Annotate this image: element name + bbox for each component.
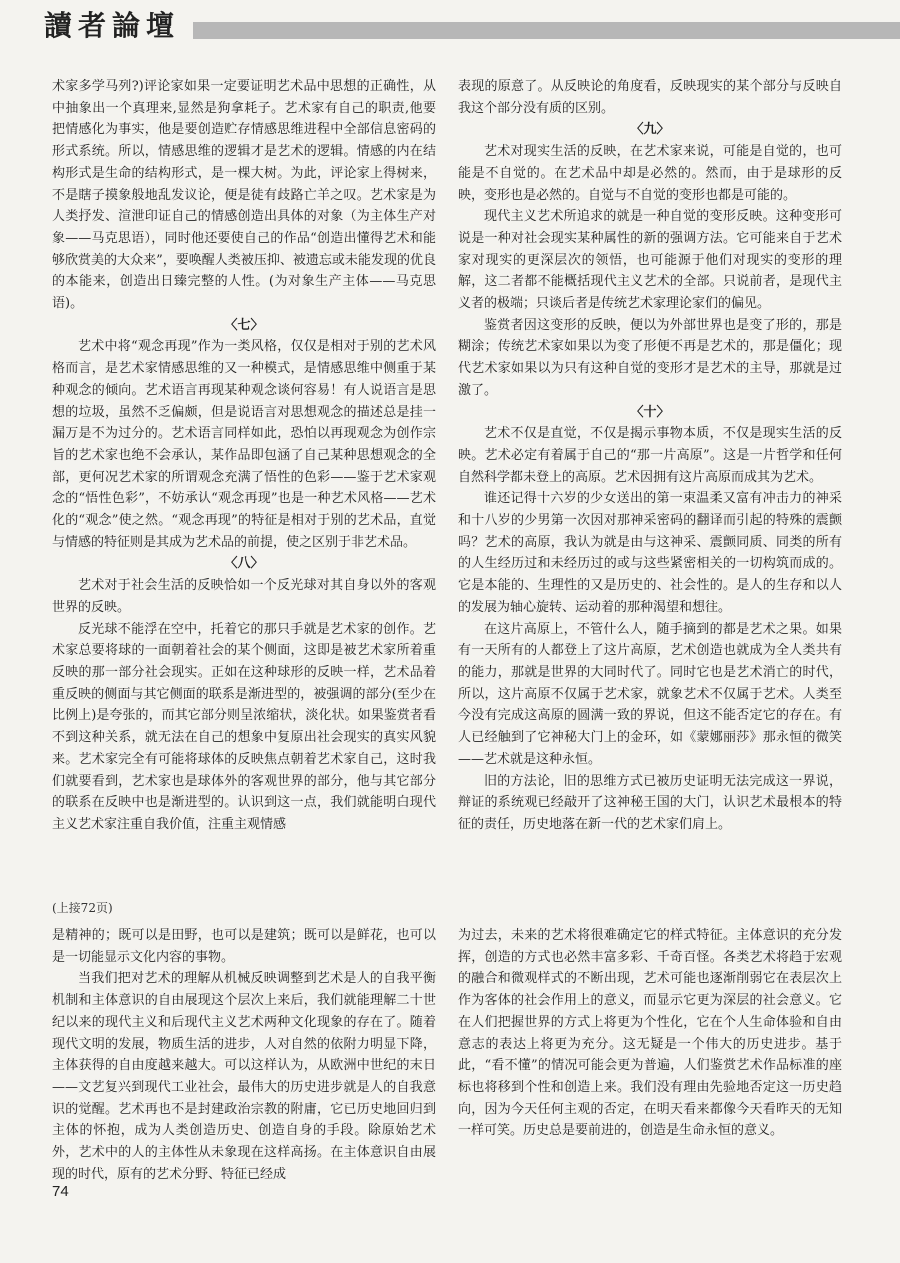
paragraph: 当我们把对艺术的理解从机械反映调整到艺术是人的自我平衡机制和主体意识的自由展现这个层次上来后，我们就能理解二十世纪以来的现代主义和后现代主义艺术两种文化现象的存在了。随着现代文明的发展，物质生活的进步，人对自然的依附力明显下降，主体获得的自由度越来越大。可以这样认为，从欧洲中世纪的末日——文艺复兴到现代工业社会，最伟大的历史进步就是人的自我意识的觉醒。艺术再也不是封建政治宗教的附庸，它已历史地回归到主体的怀抱，成为人类创造历史、创造自身的手段。除原始艺术外，艺术中的人的主体性从未象现在这样高扬。在主体意识自由展现的时代，原有的艺术分野、特征已经成 [52, 971, 436, 1182]
left-column-bottom [52, 925, 436, 1185]
paragraph: 艺术对于社会生活的反映恰如一个反光球对其自身以外的客观世界的反映。 [52, 578, 436, 615]
section-number: 〈十〉 [630, 404, 670, 420]
paragraph: 术家多学马列?)评论家如果一定要证明艺术品中思想的正确性，从中抽象出一个真理来,显然是狗拿耗子。艺术家有自己的职责,他要把情感化为事实，他是要创造贮存情感思维进程中全部信息密码的形式系统。所以，情感思维的逻辑才是艺术的逻辑。情感的内在结构形式是生命的结构形式，是一棵大树。为此，评论家上得树来，不是瞎子摸象般地乱发议论，便是徒有歧路亡羊之叹。艺术家是为人类抒发、渲泄印证自己的情感创造出具体的对象（为主体生产对象——马克思语），同时他还要使自己的作品“创造出懂得艺术和能够欣赏美的大众来”，要唤醒人类被压抑、被遗忘或未能发现的优良的本能来，创造出日臻完整的人性。(为对象生产主体——马克思语)。 [52, 79, 436, 312]
paragraph: 旧的方法论，旧的思维方式已被历史证明无法完成这一界说，辩证的系统观已经敲开了这神秘王国的大门，认识艺术最根本的特征的责任，历史地落在新一代的艺术家们肩上。 [458, 773, 842, 832]
paragraph: 艺术中将“观念再现”作为一类风格，仅仅是相对于别的艺术风格而言，是艺术家情感思维的又一种模式，是情感思维中侧重于某种观念的倾向。艺术语言再现某种观念谈何容易！有人说语言是思想的垃圾，虽然不乏偏颇，但是说语言对思想观念的描述总是挂一漏万是不为过分的。艺术语言同样如此，恐怕以再现观念为创作宗旨的艺术家也绝不会承认，某作品即包涵了自己某种思想观念的全部，更何况艺术家的所谓观念充满了悟性的色彩——鉴于艺术家观念的“悟性色彩”，不妨承认“观念再现”也是一种艺术风格——艺术化的“观念”使之然。“观念再现”的特征是相对于别的艺术品，直觉与情感的特征则是其成为艺术品的前提，使之区别于非艺术品。 [52, 339, 436, 550]
paragraph: 在这片高原上，不管什么人，随手摘到的都是艺术之果。如果有一天所有的人都登上了这片高原，艺术创造也就成为全人类共有的能力，那就是世界的大同时代了。同时它也是艺术消亡的时代，所以，这片高原不仅属于艺术家，就象艺术不仅属于艺术。人类至今没有完成这高原的圆满一致的界说，但这不能否定它的存在。有人已经触到了它神秘大门上的金环，如《蒙娜丽莎》那永恒的微笑——艺术就是这种永恒。 [458, 621, 842, 767]
section-number: 〈八〉 [224, 556, 264, 572]
section-number: 〈七〉 [224, 317, 264, 333]
paragraph: 谁还记得十六岁的少女送出的第一束温柔又富有冲击力的神采和十八岁的少男第一次因对那神采密码的翻译而引起的特殊的震颤吗？艺术的高原，我认为就是由与这神采、震颤同质、同类的所有的人生经历过和未经历过的或与这些紧密相关的一切构筑而成的。它是本能的、生理性的又是历史的、社会性的。是人的生存和以人的发展为轴心旋转、运动着的那种渴望和想往。 [458, 491, 842, 615]
paragraph: 现代主义艺术所追求的就是一种自觉的变形反映。这种变形可说是一种对社会现实某种属性的新的强调方法。它可能来自于艺术家对现实的更深层次的领悟，也可能源于他们对现实的变形的理解，这二者都不能概括现代主义艺术的全部。只说前者，是现代主义者的极端；只谈后者是传统艺术家理论家们的偏见。 [458, 209, 842, 312]
paragraph: 鉴赏者因这变形的反映，便以为外部世界也是变了形的，那是糊涂；传统艺术家如果以为变了形便不再是艺术的，那是僵化；现代艺术家如果以为只有这种自觉的变形才是艺术的主导，那就是过激了。 [458, 317, 842, 398]
right-column-top [458, 76, 842, 836]
paragraph: 反光球不能浮在空中，托着它的那只手就是艺术家的创作。艺术家总要将球的一面朝着社会的某个侧面，这即是被艺术家所着重反映的那一部分社会现实。正如在这种球形的反映一样，艺术品着重反映的侧面与其它侧面的联系是渐进型的，被强调的部分(至少在比例上)是夸张的，而其它部分则呈浓缩状，淡化状。如果鉴赏者看不到这种关系，就无法在自己的想象中复原出社会现实的真实风貌来。艺术家完全有可能将球体的反映焦点朝着艺术家自己，这时我们就要看到，艺术家也是球体外的客观世界的部分，他与其它部分的联系在反映中也是渐进型的。认识到这一点，我们就能明白现代主义艺术家注重自我价值，注重主观情感 [52, 621, 436, 832]
paragraph: 艺术不仅是直觉，不仅是揭示事物本质，不仅是现实生活的反映。艺术必定有着属于自己的“那一片高原”。这是一片哲学和任何自然科学都未登上的高原。艺术因拥有这片高原而成其为艺术。 [458, 426, 842, 485]
paragraph: 是精神的；既可以是田野，也可以是建筑；既可以是鲜花，也可以是一切能显示文化内容的事物。 [52, 928, 436, 965]
paragraph: 艺术对现实生活的反映，在艺术家来说，可能是自觉的，也可能是不自觉的。在艺术品中却是必然的。然而，由于是球形的反映，变形也是必然的。自觉与不自觉的变形也都是可能的。 [458, 144, 842, 203]
paragraph: 为过去，未来的艺术将很难确定它的样式特征。主体意识的充分发挥，创造的方式也必然丰富多彩、千奇百怪。各类艺术将趋于宏观的融合和微观样式的不断出现，艺术可能也逐渐削弱它在表层次上作为客体的社会作用上的意义，而显示它更为深层的社会意义。它在人们把握世界的方式上将更为个性化，它在个人生命体验和自由意志的表达上将更为充分。这无疑是一个伟大的历史进步。基于此，“看不懂”的情况可能会更为普遍，人们鉴赏艺术作品标准的座标也将移到个性和创造上来。我们没有理由先验地否定这一历史趋向，因为今天任何主观的否定，在明天看来都像今天看昨天的无知一样可笑。历史总是要前进的，创造是生命永恒的意义。 [458, 928, 842, 1139]
left-column-top [52, 76, 436, 836]
paragraph: 表现的原意了。从反映论的角度看，反映现实的某个部分与反映自我这个部分没有质的区别。 [458, 79, 842, 116]
header-bar [193, 22, 900, 39]
continuation-note: (上接72页) [52, 901, 113, 915]
right-column-bottom [458, 925, 842, 1142]
column-header-title: 讀者論壇 [44, 9, 181, 42]
page-number: 74 [52, 1183, 69, 1200]
section-number: 〈九〉 [630, 122, 670, 138]
